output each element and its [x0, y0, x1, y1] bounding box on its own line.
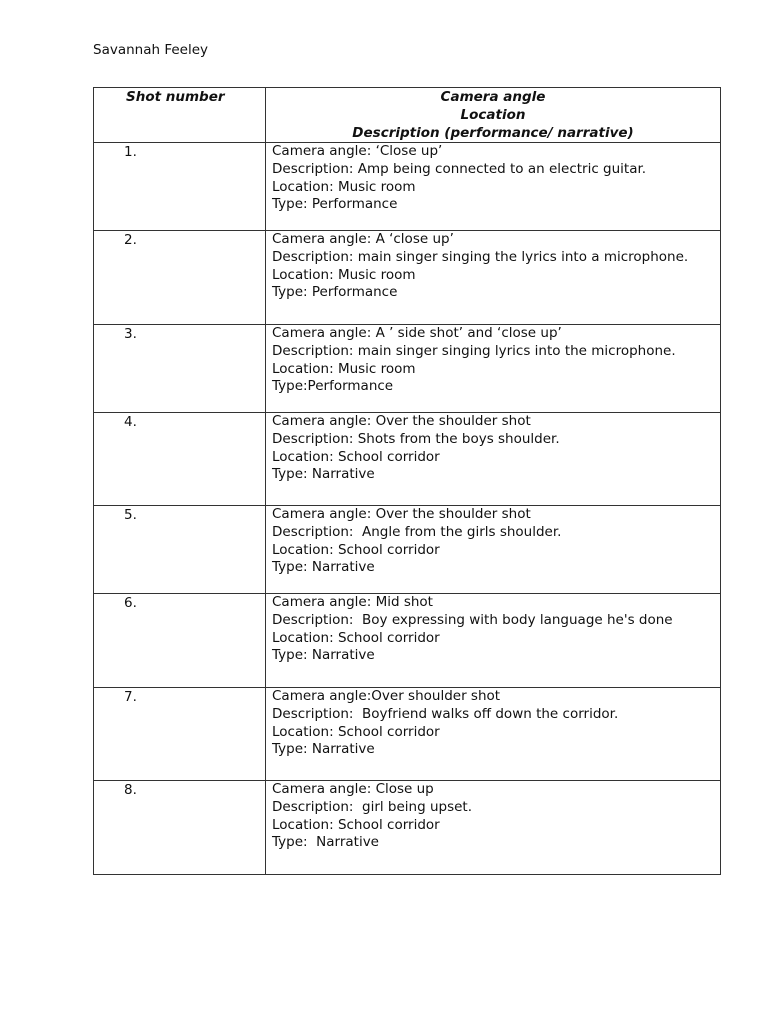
shot-detail-line: Description: main singer singing lyrics into the microphone.	[272, 342, 676, 359]
shot-detail-line: Camera angle: A ‘close up’	[272, 231, 454, 247]
header-description: Description (performance/ narrative)	[352, 125, 634, 141]
table-row	[94, 506, 721, 594]
shot-list-table	[93, 87, 721, 875]
shot-detail-line: Location: School corridor	[272, 448, 440, 465]
shot-number: 1.	[94, 143, 266, 231]
shot-detail-line: Description: Boyfriend walks off down the corridor.	[272, 705, 619, 722]
shot-detail-line: Location: Music room	[272, 178, 416, 195]
table-header-row	[94, 88, 721, 143]
shot-number: 7.	[94, 688, 266, 781]
shot-details	[266, 594, 721, 688]
shot-detail-line: Description: Angle from the girls shoulder.	[272, 523, 562, 540]
shot-detail-line: Location: School corridor	[272, 629, 440, 646]
table-row	[94, 231, 721, 325]
shot-details	[266, 688, 721, 781]
table-row	[94, 781, 721, 875]
shot-detail-line: Camera angle: ‘Close up’	[272, 143, 443, 159]
shot-number: 8.	[94, 781, 266, 875]
shot-detail-line: Type: Narrative	[272, 466, 375, 483]
shot-detail-line: Location: School corridor	[272, 723, 440, 740]
shot-details	[266, 506, 721, 594]
shot-detail-line: Description: girl being upset.	[272, 798, 473, 815]
shot-details	[266, 325, 721, 413]
shot-detail-line: Type: Narrative	[272, 834, 379, 851]
shot-number: 5.	[94, 506, 266, 594]
shot-detail-line: Camera angle: Over the shoulder shot	[272, 413, 531, 429]
shot-number: 2.	[94, 231, 266, 325]
shot-number: 4.	[94, 413, 266, 506]
shot-detail-line: Camera angle: Mid shot	[272, 594, 433, 610]
shot-detail-line: Location: School corridor	[272, 541, 440, 558]
shot-detail-line: Description: Amp being connected to an electric guitar.	[272, 160, 647, 177]
header-shot-number: Shot number	[94, 88, 266, 143]
author-name: Savannah Feeley	[93, 42, 209, 58]
shot-detail-line: Location: Music room	[272, 360, 416, 377]
shot-detail-line: Description: Shots from the boys shoulder.	[272, 430, 560, 447]
shot-detail-line: Type: Performance	[272, 284, 398, 301]
shot-details	[266, 781, 721, 875]
shot-details	[266, 143, 721, 231]
shot-detail-line: Location: Music room	[272, 266, 416, 283]
table-row	[94, 325, 721, 413]
shot-detail-line: Camera angle: Over the shoulder shot	[272, 506, 531, 522]
shot-detail-line: Location: School corridor	[272, 816, 440, 833]
shot-number: 3.	[94, 325, 266, 413]
shot-detail-line: Type: Narrative	[272, 741, 375, 758]
shot-detail-line: Camera angle: A ’ side shot’ and ‘close up’	[272, 325, 562, 341]
shot-detail-line: Type: Narrative	[272, 647, 375, 664]
shot-detail-line: Description: Boy expressing with body language he's done	[272, 611, 673, 628]
shot-detail-line: Type:Performance	[272, 378, 394, 395]
shot-detail-line: Type: Performance	[272, 196, 398, 213]
shot-details	[266, 413, 721, 506]
table-row	[94, 688, 721, 781]
header-location: Location	[460, 107, 526, 123]
shot-number: 6.	[94, 594, 266, 688]
header-shot-details	[266, 88, 721, 143]
table-row	[94, 413, 721, 506]
table-row	[94, 594, 721, 688]
header-camera-angle: Camera angle	[440, 89, 546, 105]
shot-details	[266, 231, 721, 325]
table-row	[94, 143, 721, 231]
shot-detail-line: Description: main singer singing the lyrics into a microphone.	[272, 248, 689, 265]
shot-detail-line: Type: Narrative	[272, 559, 375, 576]
shot-detail-line: Camera angle:Over shoulder shot	[272, 688, 501, 704]
shot-detail-line: Camera angle: Close up	[272, 781, 434, 797]
